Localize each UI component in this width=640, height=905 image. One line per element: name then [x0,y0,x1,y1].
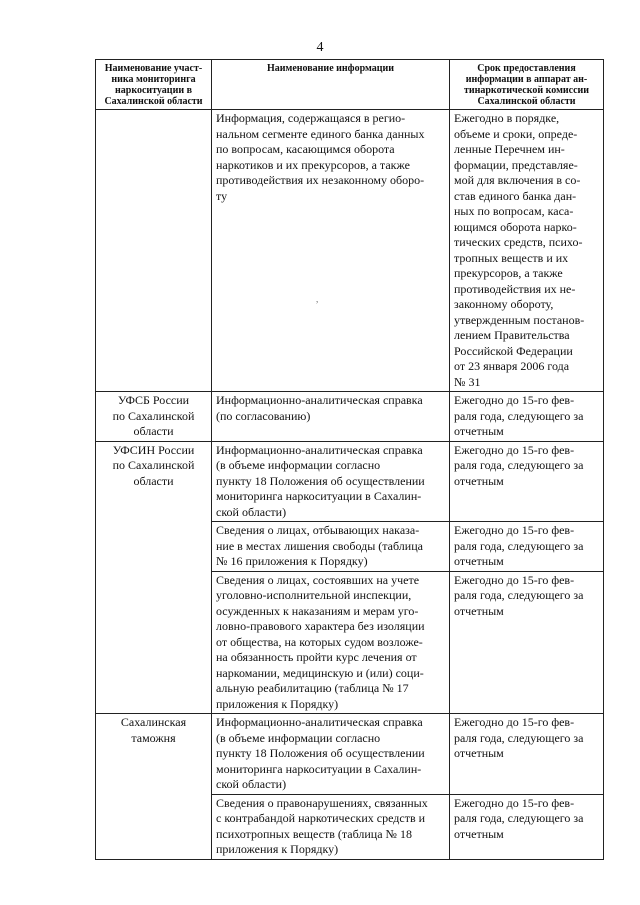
participant-cell: Сахалинская таможня [96,714,212,860]
header-participant: Наименование участ- ника мониторинга наркоситуации в Сахалинской области [96,60,212,110]
table-row [96,714,604,795]
deadline-cell: Ежегодно до 15-го фев- раля года, следующего за отчетным [450,522,604,572]
monitoring-table [95,59,604,860]
deadline-cell: Ежегодно до 15-го фев- раля года, следующего за отчетным [450,392,604,442]
participant-cell: УФСБ России по Сахалинской области [96,392,212,442]
table-header-row [96,60,604,110]
information-cell: Сведения о правонарушениях, связанных с контрабандой наркотических средств и психотропных веществ (таблица № 18 приложения к Порядку) [212,794,450,859]
deadline-cell: Ежегодно до 15-го фев- раля года, следующего за отчетным [450,571,604,714]
header-deadline: Срок предоставления информации в аппарат ан- тинаркотической комиссии Сахалинской области [450,60,604,110]
deadline-cell: Ежегодно в порядке, объеме и сроки, опреде- ленные Перечнем ин- формации, представляе- мой для включения в со- став единого банка дан- ных по вопросам, каса- ющимся оборота нарко- тических средств, психо- тропных веществ и их прекурсоров, а также противодействия их не- законному обороту, утвержденным постанов- лением Правительства Российской Федерации от 23 января 2006 года № 31 [450,110,604,392]
deadline-cell: Ежегодно до 15-го фев- раля года, следующего за отчетным [450,714,604,795]
stray-mark: , [316,294,319,304]
table-row [96,441,604,522]
page-number: 4 [316,40,324,55]
header-information: Наименование информации [212,60,450,110]
deadline-cell: Ежегодно до 15-го фев- раля года, следующего за отчетным [450,441,604,522]
table-row [96,110,604,392]
information-cell: Информационно-аналитическая справка (по согласованию) [212,392,450,442]
deadline-cell: Ежегодно до 15-го фев- раля года, следующего за отчетным [450,794,604,859]
information-cell: Информационно-аналитическая справка (в объеме информации согласно пункту 18 Положения об осуществлении мониторинга наркоситуации в Сахалин- ской области) [212,441,450,522]
information-cell: Сведения о лицах, состоявших на учете уголовно-исполнительной инспекции, осужденных к наказаниям и мерам уго- ловно-правового характера без изоляции от общества, на которых судом возложе- на обязанность пройти курс лечения от наркомании, медицинскую и (или) соци- альную реабилитацию (таблица № 17 приложения к Порядку) [212,571,450,714]
information-cell: Информационно-аналитическая справка (в объеме информации согласно пункту 18 Положения об осуществлении мониторинга наркоситуации в Сахалин- ской области) [212,714,450,795]
information-cell: Сведения о лицах, отбывающих наказа- ние в местах лишения свободы (таблица № 16 приложения к Порядку) [212,522,450,572]
participant-cell [96,110,212,392]
table-row [96,392,604,442]
information-cell: Информация, содержащаяся в регио- нальном сегменте единого банка данных по вопросам, касающимся оборота наркотиков и их прекурсоров, а также противодействия их незаконному оборо- ту [212,110,450,392]
participant-cell: УФСИН России по Сахалинской области [96,441,212,714]
